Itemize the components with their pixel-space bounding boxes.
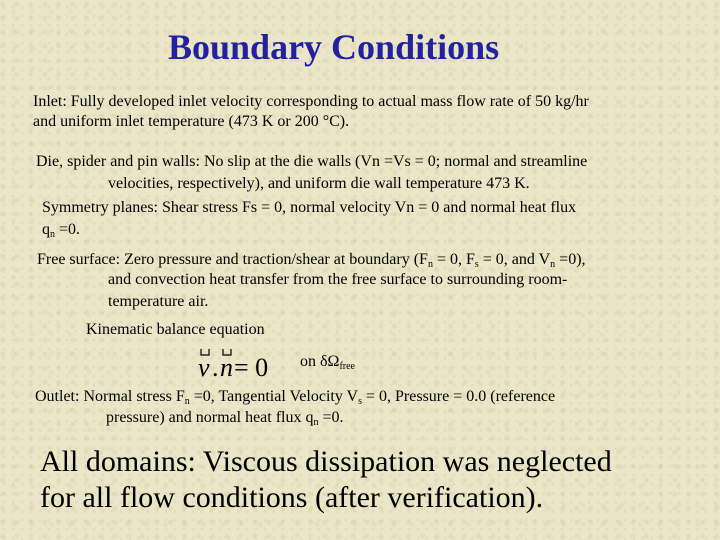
summary-line-1: All domains: Viscous dissipation was neglected <box>40 445 612 478</box>
subscript: s <box>474 259 479 270</box>
free-surface-line-2: and convection heat transfer from the free surface to surrounding room- <box>108 271 568 288</box>
inlet-line-2: and uniform inlet temperature (473 K or 200 °C). <box>33 113 350 130</box>
free-surface-text: = 0, and V <box>478 251 551 268</box>
outlet-text: =0. <box>318 409 344 426</box>
equals-zero: = 0 <box>234 353 269 382</box>
slide-title: Boundary Conditions <box>168 27 500 67</box>
velocity-symbol: v <box>198 353 210 382</box>
outlet-text: Outlet: Normal stress F <box>35 388 185 405</box>
free-surface-line-3: temperature air. <box>108 293 209 310</box>
subscript: n <box>427 259 433 270</box>
free-surface-text: =0), <box>555 251 586 268</box>
dot-operator: . <box>212 353 219 382</box>
kinematic-equation <box>196 340 274 384</box>
subscript: free <box>339 361 355 372</box>
outlet-line-1 <box>35 387 555 407</box>
free-surface-line-1 <box>37 250 586 270</box>
outlet-text: = 0, Pressure = 0.0 (reference <box>362 388 556 405</box>
free-surface-text: Free surface: Zero pressure and traction/shear at boundary (F <box>37 251 428 268</box>
subscript: n <box>550 259 556 270</box>
subscript: n <box>313 417 319 428</box>
outlet-text: =0, Tangential Velocity V <box>189 388 359 405</box>
domain-text: on δΩ <box>300 353 340 370</box>
symmetry-line-2-rest: =0. <box>55 221 81 238</box>
subscript: n <box>50 229 55 240</box>
equation-graphic <box>196 340 274 384</box>
normal-symbol: n <box>220 353 233 382</box>
kinematic-domain <box>300 352 355 372</box>
heat-flux-symbol: q <box>42 221 50 238</box>
outlet-text: pressure) and normal heat flux q <box>106 409 314 426</box>
die-walls-line-1: Die, spider and pin walls: No slip at the die walls (Vn =Vs = 0; normal and streamline <box>36 153 588 170</box>
kinematic-label: Kinematic balance equation <box>86 321 265 338</box>
die-walls-line-2: velocities, respectively), and uniform die wall temperature 473 K. <box>108 175 530 192</box>
free-surface-text: = 0, F <box>432 251 475 268</box>
outlet-line-2 <box>106 408 344 428</box>
symmetry-line-1: Symmetry planes: Shear stress Fs = 0, normal velocity Vn = 0 and normal heat flux <box>42 199 577 216</box>
subscript: n <box>184 396 190 407</box>
inlet-line-1: Inlet: Fully developed inlet velocity corresponding to actual mass flow rate of 50 kg/hr <box>33 93 589 110</box>
subscript: s <box>358 396 362 407</box>
symmetry-line-2 <box>42 220 80 240</box>
summary-line-2: for all flow conditions (after verification). <box>40 481 544 514</box>
